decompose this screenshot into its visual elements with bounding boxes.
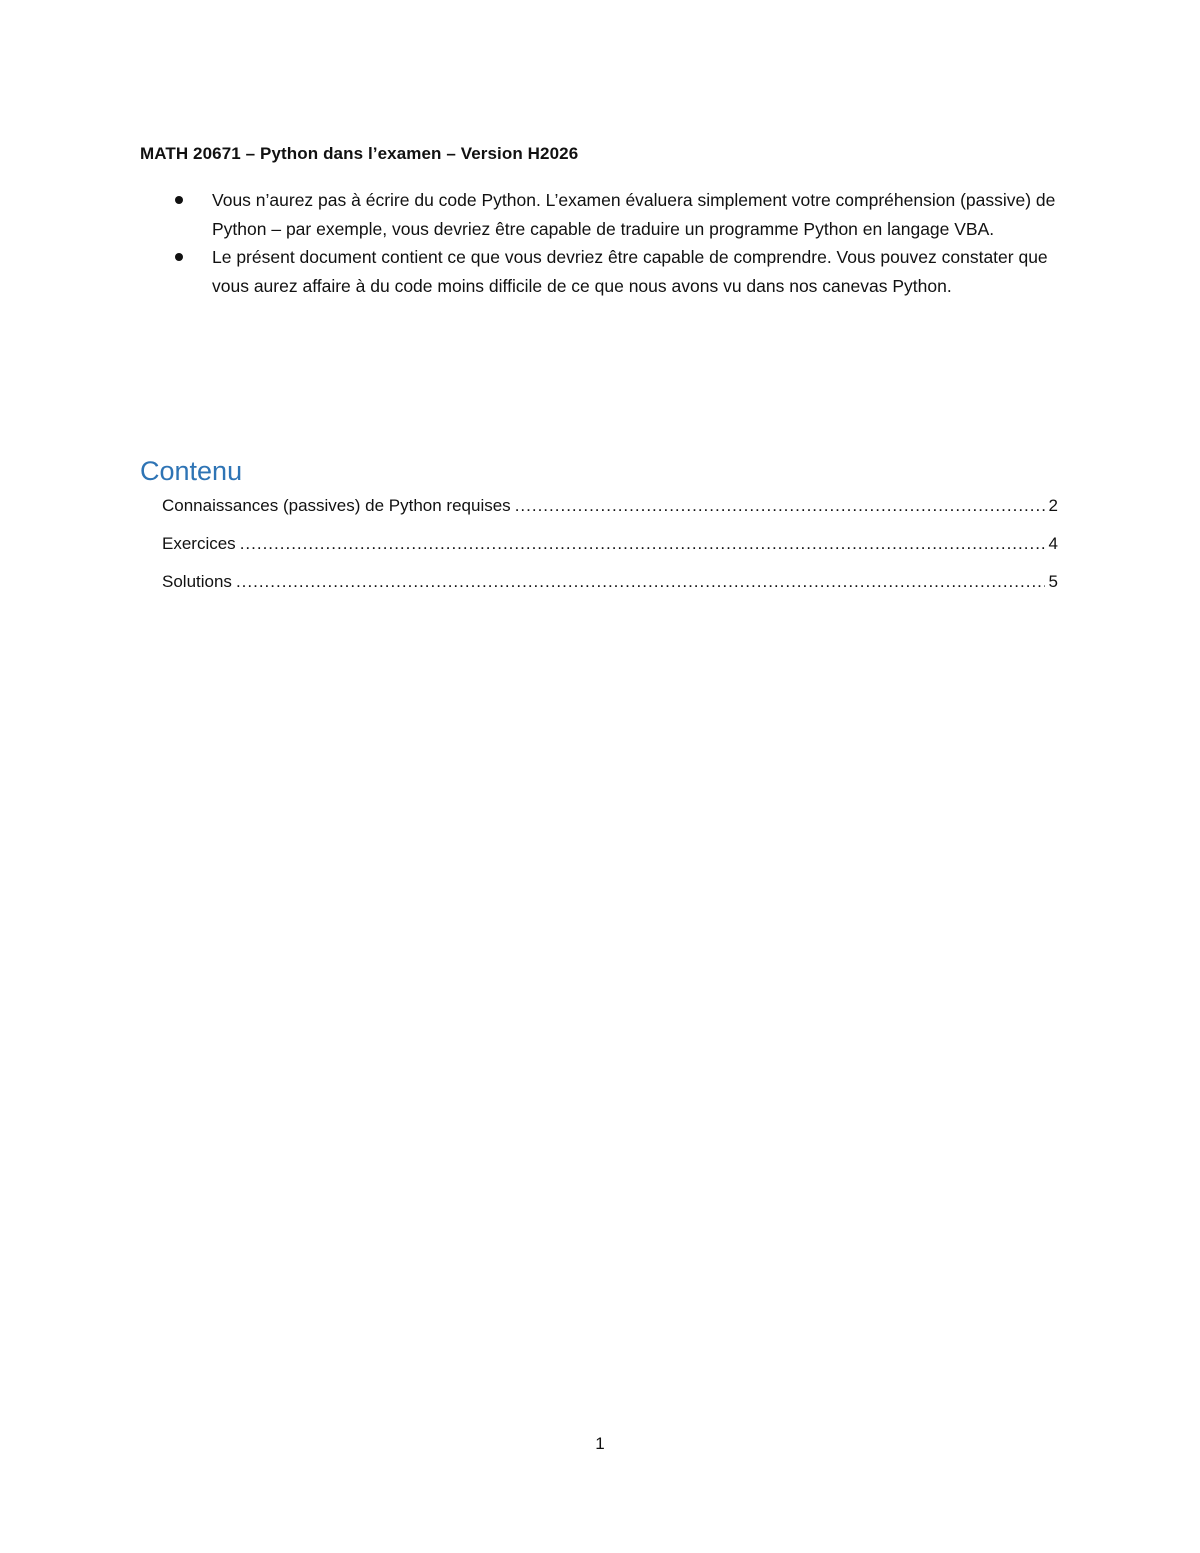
document-title: MATH 20671 – Python dans l’examen – Version H2026 xyxy=(140,144,579,163)
bullet-icon xyxy=(175,253,183,261)
bullet-icon xyxy=(175,196,183,204)
toc-dot-leader xyxy=(240,534,1045,554)
bullet-item xyxy=(140,186,1060,243)
toc-entry[interactable] xyxy=(162,496,1058,534)
toc-entry-page[interactable]: 2 xyxy=(1048,496,1058,515)
toc-entry[interactable] xyxy=(162,534,1058,572)
toc-entry-page[interactable]: 5 xyxy=(1048,572,1058,591)
toc-dot-leader xyxy=(236,572,1045,592)
toc-entry-label[interactable]: Exercices xyxy=(162,534,236,553)
page-number: 1 xyxy=(595,1434,605,1453)
toc-entry-label[interactable]: Solutions xyxy=(162,572,232,591)
table-of-contents xyxy=(162,496,1058,610)
toc-entry-label[interactable]: Connaissances (passives) de Python requises xyxy=(162,496,511,515)
toc-entry[interactable] xyxy=(162,572,1058,610)
toc-heading: Contenu xyxy=(140,456,243,486)
toc-dot-leader xyxy=(515,496,1045,516)
intro-bullet-list xyxy=(140,186,1060,300)
bullet-text: Vous n’aurez pas à écrire du code Python. L’examen évaluera simplement votre compréhension (passive) de Python – par exemple, vous devriez être capable de traduire un programme Python en langage VBA. xyxy=(212,190,1056,239)
bullet-text: Le présent document contient ce que vous devriez être capable de comprendre. Vous pouvez constater que vous aurez affaire à du code moins difficile de ce que nous avons vu dans nos canevas Python. xyxy=(212,247,1048,296)
bullet-item xyxy=(140,243,1060,300)
toc-entry-page[interactable]: 4 xyxy=(1048,534,1058,553)
